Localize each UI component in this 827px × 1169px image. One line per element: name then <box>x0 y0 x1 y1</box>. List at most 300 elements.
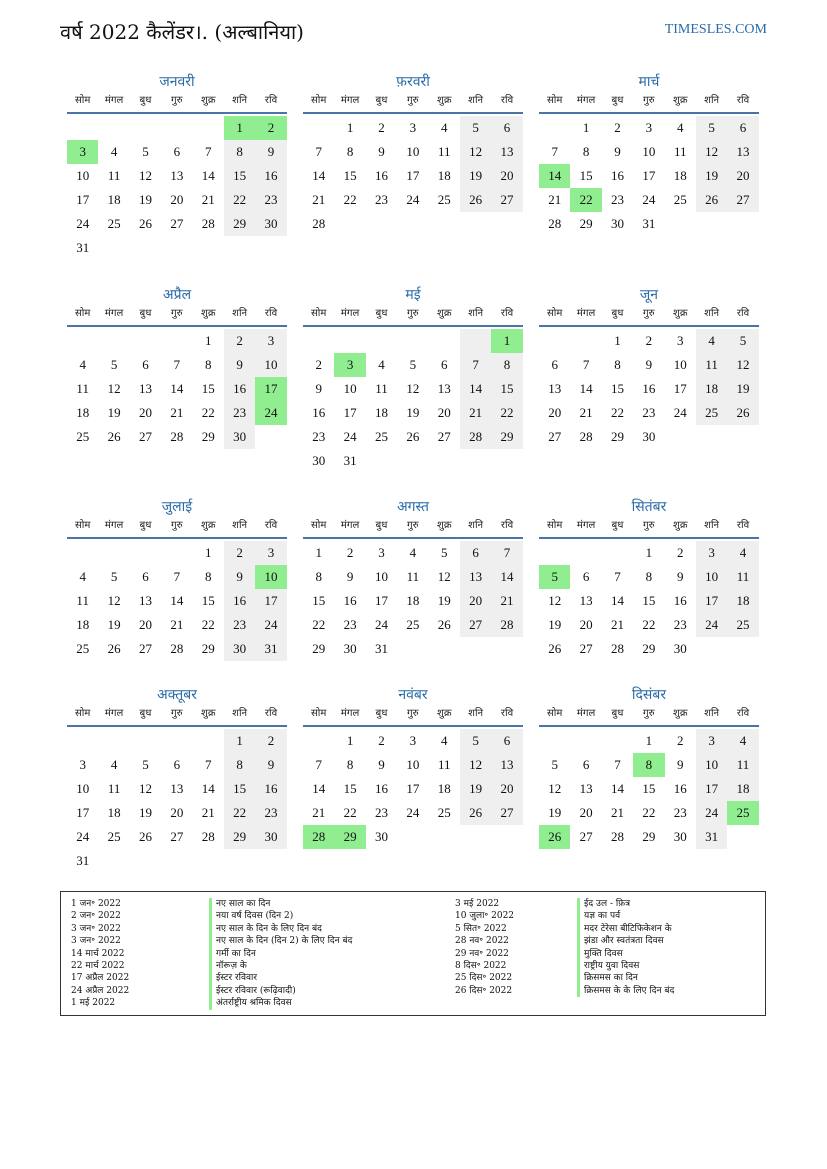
day-cell[interactable]: 18 <box>437 781 451 796</box>
day-cell[interactable]: 6 <box>173 144 181 159</box>
day-cell[interactable]: 3 <box>696 541 727 565</box>
day-cell[interactable]: 1 <box>346 733 354 748</box>
day-cell[interactable]: 25 <box>76 641 90 656</box>
day-cell[interactable]: 13 <box>491 753 522 777</box>
day-cell[interactable]: 5 <box>727 329 758 353</box>
day-cell[interactable]: 3 <box>79 757 86 772</box>
day-cell[interactable]: 8 <box>224 140 255 164</box>
day-cell[interactable]: 17 <box>255 589 286 613</box>
day-cell[interactable]: 20 <box>579 805 593 820</box>
day-cell[interactable]: 21 <box>610 617 624 632</box>
day-cell[interactable]: 30 <box>312 453 326 468</box>
day-cell[interactable]: 5 <box>696 116 727 140</box>
day-cell[interactable]: 7 <box>460 353 491 377</box>
day-cell[interactable]: 5 <box>539 565 570 589</box>
day-cell[interactable]: 3 <box>409 120 417 135</box>
day-cell[interactable]: 24 <box>673 405 687 420</box>
day-cell[interactable]: 3 <box>255 329 286 353</box>
day-cell[interactable]: 13 <box>138 381 152 396</box>
day-cell[interactable]: 10 <box>673 357 687 372</box>
day-cell[interactable]: 18 <box>437 168 451 183</box>
day-cell[interactable]: 3 <box>334 353 365 377</box>
day-cell[interactable]: 5 <box>409 357 417 372</box>
day-cell[interactable]: 17 <box>696 589 727 613</box>
day-cell[interactable]: 2 <box>224 329 255 353</box>
day-cell[interactable]: 25 <box>107 216 121 231</box>
day-cell[interactable]: 22 <box>642 617 656 632</box>
day-cell[interactable]: 13 <box>548 381 562 396</box>
day-cell[interactable]: 4 <box>441 733 448 748</box>
day-cell[interactable]: 19 <box>548 617 562 632</box>
day-cell[interactable]: 10 <box>406 144 420 159</box>
day-cell[interactable]: 31 <box>696 825 727 849</box>
day-cell[interactable]: 12 <box>460 140 491 164</box>
day-cell[interactable]: 2 <box>677 545 684 560</box>
day-cell[interactable]: 23 <box>343 617 357 632</box>
day-cell[interactable]: 24 <box>76 829 90 844</box>
day-cell[interactable]: 30 <box>224 425 255 449</box>
day-cell[interactable]: 11 <box>76 593 89 608</box>
day-cell[interactable]: 12 <box>107 381 121 396</box>
day-cell[interactable]: 26 <box>138 829 152 844</box>
day-cell[interactable]: 2 <box>346 545 354 560</box>
day-cell[interactable]: 7 <box>315 144 322 159</box>
day-cell[interactable]: 13 <box>437 381 451 396</box>
day-cell[interactable]: 12 <box>437 569 451 584</box>
day-cell[interactable]: 17 <box>343 405 357 420</box>
day-cell[interactable]: 16 <box>224 589 255 613</box>
day-cell[interactable]: 15 <box>201 381 215 396</box>
day-cell[interactable]: 8 <box>315 569 322 584</box>
day-cell[interactable]: 24 <box>696 801 727 825</box>
day-cell[interactable]: 17 <box>76 805 90 820</box>
day-cell[interactable]: 22 <box>343 192 357 207</box>
day-cell[interactable]: 24 <box>406 805 420 820</box>
day-cell[interactable]: 27 <box>579 641 593 656</box>
day-cell[interactable]: 10 <box>696 565 727 589</box>
day-cell[interactable]: 18 <box>727 777 758 801</box>
day-cell[interactable]: 27 <box>138 429 152 444</box>
day-cell[interactable]: 25 <box>727 613 758 637</box>
day-cell[interactable]: 7 <box>315 757 322 772</box>
day-cell[interactable]: 29 <box>334 825 365 849</box>
day-cell[interactable]: 30 <box>642 429 656 444</box>
day-cell[interactable]: 4 <box>677 120 684 135</box>
day-cell[interactable]: 9 <box>614 144 621 159</box>
day-cell[interactable]: 26 <box>138 216 152 231</box>
day-cell[interactable]: 25 <box>374 429 388 444</box>
day-cell[interactable]: 10 <box>374 569 388 584</box>
day-cell[interactable]: 26 <box>107 641 121 656</box>
day-cell[interactable]: 19 <box>107 617 121 632</box>
day-cell[interactable]: 31 <box>76 240 90 255</box>
day-cell[interactable]: 20 <box>138 405 152 420</box>
day-cell[interactable]: 18 <box>673 168 687 183</box>
day-cell[interactable]: 9 <box>378 757 385 772</box>
day-cell[interactable]: 24 <box>255 613 286 637</box>
day-cell[interactable]: 8 <box>205 569 212 584</box>
day-cell[interactable]: 30 <box>255 212 286 236</box>
day-cell[interactable]: 21 <box>610 805 624 820</box>
day-cell[interactable]: 7 <box>551 144 558 159</box>
day-cell[interactable]: 8 <box>633 753 664 777</box>
day-cell[interactable]: 3 <box>67 140 98 164</box>
day-cell[interactable]: 17 <box>406 168 420 183</box>
day-cell[interactable]: 16 <box>673 781 687 796</box>
day-cell[interactable]: 15 <box>224 777 255 801</box>
day-cell[interactable]: 15 <box>224 164 255 188</box>
day-cell[interactable]: 26 <box>727 401 758 425</box>
day-cell[interactable]: 10 <box>642 144 656 159</box>
day-cell[interactable]: 21 <box>170 405 184 420</box>
day-cell[interactable]: 18 <box>76 617 90 632</box>
day-cell[interactable]: 30 <box>343 641 357 656</box>
day-cell[interactable]: 20 <box>437 405 451 420</box>
day-cell[interactable]: 28 <box>548 216 562 231</box>
day-cell[interactable]: 14 <box>610 593 624 608</box>
day-cell[interactable]: 15 <box>610 381 624 396</box>
day-cell[interactable]: 12 <box>460 753 491 777</box>
day-cell[interactable]: 1 <box>224 116 255 140</box>
day-cell[interactable]: 13 <box>138 593 152 608</box>
day-cell[interactable]: 27 <box>491 188 522 212</box>
day-cell[interactable]: 29 <box>224 212 255 236</box>
day-cell[interactable]: 9 <box>315 381 322 396</box>
day-cell[interactable]: 24 <box>406 192 420 207</box>
day-cell[interactable]: 11 <box>437 144 451 159</box>
day-cell[interactable]: 5 <box>460 729 491 753</box>
day-cell[interactable]: 12 <box>138 168 152 183</box>
day-cell[interactable]: 9 <box>224 353 255 377</box>
day-cell[interactable]: 23 <box>610 192 624 207</box>
day-cell[interactable]: 26 <box>696 188 727 212</box>
day-cell[interactable]: 18 <box>406 593 420 608</box>
day-cell[interactable]: 31 <box>343 453 357 468</box>
day-cell[interactable]: 3 <box>677 333 684 348</box>
day-cell[interactable]: 16 <box>343 593 357 608</box>
day-cell[interactable]: 1 <box>346 120 354 135</box>
day-cell[interactable]: 25 <box>437 805 451 820</box>
day-cell[interactable]: 27 <box>437 429 451 444</box>
day-cell[interactable]: 28 <box>201 829 215 844</box>
day-cell[interactable]: 15 <box>642 781 656 796</box>
day-cell[interactable]: 11 <box>76 381 89 396</box>
day-cell[interactable]: 12 <box>696 140 727 164</box>
day-cell[interactable]: 27 <box>548 429 562 444</box>
day-cell[interactable]: 30 <box>673 641 687 656</box>
day-cell[interactable]: 17 <box>642 168 656 183</box>
day-cell[interactable]: 21 <box>491 589 522 613</box>
day-cell[interactable]: 29 <box>642 641 656 656</box>
day-cell[interactable]: 22 <box>312 617 326 632</box>
day-cell[interactable]: 4 <box>696 329 727 353</box>
day-cell[interactable]: 19 <box>437 593 451 608</box>
day-cell[interactable]: 9 <box>677 569 684 584</box>
day-cell[interactable]: 16 <box>312 405 326 420</box>
day-cell[interactable]: 10 <box>255 353 286 377</box>
day-cell[interactable]: 1 <box>614 333 621 348</box>
day-cell[interactable]: 14 <box>170 381 184 396</box>
day-cell[interactable]: 28 <box>201 216 215 231</box>
day-cell[interactable]: 21 <box>201 192 215 207</box>
day-cell[interactable]: 15 <box>491 377 522 401</box>
day-cell[interactable]: 11 <box>107 781 121 796</box>
day-cell[interactable]: 9 <box>255 753 286 777</box>
day-cell[interactable]: 12 <box>727 353 758 377</box>
day-cell[interactable]: 6 <box>173 757 181 772</box>
day-cell[interactable]: 2 <box>315 357 322 372</box>
day-cell[interactable]: 17 <box>255 377 286 401</box>
day-cell[interactable]: 24 <box>343 429 357 444</box>
day-cell[interactable]: 14 <box>201 781 215 796</box>
day-cell[interactable]: 20 <box>460 589 491 613</box>
day-cell[interactable]: 24 <box>374 617 388 632</box>
day-cell[interactable]: 19 <box>727 377 758 401</box>
day-cell[interactable]: 14 <box>539 164 570 188</box>
day-cell[interactable]: 3 <box>255 541 286 565</box>
day-cell[interactable]: 16 <box>255 164 286 188</box>
day-cell[interactable]: 26 <box>437 617 451 632</box>
day-cell[interactable]: 9 <box>378 144 385 159</box>
day-cell[interactable]: 22 <box>201 405 215 420</box>
day-cell[interactable]: 2 <box>224 541 255 565</box>
day-cell[interactable]: 27 <box>170 829 184 844</box>
day-cell[interactable]: 20 <box>579 617 593 632</box>
day-cell[interactable]: 22 <box>610 405 624 420</box>
day-cell[interactable]: 3 <box>645 120 653 135</box>
day-cell[interactable]: 7 <box>205 757 212 772</box>
day-cell[interactable]: 10 <box>343 381 357 396</box>
day-cell[interactable]: 10 <box>696 753 727 777</box>
day-cell[interactable]: 25 <box>673 192 687 207</box>
day-cell[interactable]: 28 <box>610 641 624 656</box>
day-cell[interactable]: 1 <box>315 545 322 560</box>
day-cell[interactable]: 21 <box>548 192 562 207</box>
day-cell[interactable]: 10 <box>76 781 90 796</box>
day-cell[interactable]: 28 <box>170 429 184 444</box>
day-cell[interactable]: 7 <box>205 144 212 159</box>
day-cell[interactable]: 4 <box>727 729 758 753</box>
day-cell[interactable]: 14 <box>201 168 215 183</box>
day-cell[interactable]: 4 <box>79 357 86 372</box>
day-cell[interactable]: 10 <box>255 565 286 589</box>
day-cell[interactable]: 8 <box>346 144 354 159</box>
day-cell[interactable]: 22 <box>491 401 522 425</box>
day-cell[interactable]: 5 <box>142 757 149 772</box>
day-cell[interactable]: 31 <box>374 641 388 656</box>
day-cell[interactable]: 18 <box>76 405 90 420</box>
day-cell[interactable]: 28 <box>491 613 522 637</box>
day-cell[interactable]: 28 <box>303 825 334 849</box>
day-cell[interactable]: 20 <box>727 164 758 188</box>
day-cell[interactable]: 26 <box>107 429 121 444</box>
day-cell[interactable]: 2 <box>614 120 621 135</box>
day-cell[interactable]: 19 <box>548 805 562 820</box>
day-cell[interactable]: 15 <box>312 593 326 608</box>
day-cell[interactable]: 20 <box>491 164 522 188</box>
day-cell[interactable]: 1 <box>491 329 522 353</box>
day-cell[interactable]: 15 <box>343 781 357 796</box>
day-cell[interactable]: 7 <box>173 569 181 584</box>
day-cell[interactable]: 23 <box>374 805 388 820</box>
day-cell[interactable]: 27 <box>460 613 491 637</box>
day-cell[interactable]: 22 <box>224 801 255 825</box>
day-cell[interactable]: 6 <box>460 541 491 565</box>
day-cell[interactable]: 14 <box>610 781 624 796</box>
day-cell[interactable]: 1 <box>205 545 212 560</box>
day-cell[interactable]: 7 <box>614 757 621 772</box>
day-cell[interactable]: 5 <box>110 569 118 584</box>
day-cell[interactable]: 15 <box>579 168 593 183</box>
day-cell[interactable]: 29 <box>224 825 255 849</box>
day-cell[interactable]: 2 <box>255 729 286 753</box>
day-cell[interactable]: 21 <box>312 192 326 207</box>
day-cell[interactable]: 26 <box>406 429 420 444</box>
day-cell[interactable]: 24 <box>255 401 286 425</box>
day-cell[interactable]: 1 <box>582 120 590 135</box>
day-cell[interactable]: 4 <box>409 545 417 560</box>
day-cell[interactable]: 19 <box>138 192 152 207</box>
day-cell[interactable]: 27 <box>491 801 522 825</box>
day-cell[interactable]: 29 <box>201 641 215 656</box>
day-cell[interactable]: 19 <box>406 405 420 420</box>
day-cell[interactable]: 2 <box>378 733 385 748</box>
day-cell[interactable]: 18 <box>374 405 388 420</box>
day-cell[interactable]: 1 <box>645 545 653 560</box>
day-cell[interactable]: 23 <box>224 401 255 425</box>
day-cell[interactable]: 21 <box>201 805 215 820</box>
day-cell[interactable]: 19 <box>107 405 121 420</box>
day-cell[interactable]: 3 <box>409 733 417 748</box>
day-cell[interactable]: 18 <box>107 805 121 820</box>
day-cell[interactable]: 24 <box>642 192 656 207</box>
day-cell[interactable]: 21 <box>579 405 593 420</box>
day-cell[interactable]: 6 <box>491 729 522 753</box>
day-cell[interactable]: 16 <box>224 377 255 401</box>
day-cell[interactable]: 30 <box>224 637 255 661</box>
day-cell[interactable]: 20 <box>170 192 184 207</box>
day-cell[interactable]: 29 <box>491 425 522 449</box>
day-cell[interactable]: 13 <box>579 593 593 608</box>
day-cell[interactable]: 5 <box>142 144 149 159</box>
day-cell[interactable]: 30 <box>255 825 286 849</box>
day-cell[interactable]: 9 <box>346 569 354 584</box>
day-cell[interactable]: 30 <box>610 216 624 231</box>
day-cell[interactable]: 28 <box>610 829 624 844</box>
day-cell[interactable]: 16 <box>673 593 687 608</box>
day-cell[interactable]: 20 <box>138 617 152 632</box>
day-cell[interactable]: 1 <box>205 333 212 348</box>
day-cell[interactable]: 30 <box>673 829 687 844</box>
day-cell[interactable]: 23 <box>642 405 656 420</box>
day-cell[interactable]: 22 <box>224 188 255 212</box>
day-cell[interactable]: 13 <box>170 781 184 796</box>
day-cell[interactable]: 7 <box>614 569 621 584</box>
day-cell[interactable]: 9 <box>677 757 684 772</box>
day-cell[interactable]: 16 <box>374 168 388 183</box>
day-cell[interactable]: 10 <box>76 168 90 183</box>
day-cell[interactable]: 17 <box>673 381 687 396</box>
day-cell[interactable]: 19 <box>696 164 727 188</box>
day-cell[interactable]: 13 <box>579 781 593 796</box>
day-cell[interactable]: 21 <box>460 401 491 425</box>
day-cell[interactable]: 23 <box>312 429 326 444</box>
day-cell[interactable]: 14 <box>579 381 593 396</box>
day-cell[interactable]: 19 <box>138 805 152 820</box>
day-cell[interactable]: 1 <box>224 729 255 753</box>
day-cell[interactable]: 25 <box>406 617 420 632</box>
day-cell[interactable]: 25 <box>107 829 121 844</box>
day-cell[interactable]: 29 <box>201 429 215 444</box>
site-link[interactable]: TIMESLES.COM <box>664 22 767 37</box>
day-cell[interactable]: 31 <box>76 853 90 868</box>
day-cell[interactable]: 11 <box>727 565 758 589</box>
day-cell[interactable]: 8 <box>491 353 522 377</box>
day-cell[interactable]: 28 <box>579 429 593 444</box>
day-cell[interactable]: 11 <box>437 757 451 772</box>
day-cell[interactable]: 26 <box>548 641 562 656</box>
day-cell[interactable]: 26 <box>460 188 491 212</box>
day-cell[interactable]: 13 <box>491 140 522 164</box>
day-cell[interactable]: 14 <box>170 593 184 608</box>
day-cell[interactable]: 18 <box>696 377 727 401</box>
day-cell[interactable]: 17 <box>374 593 388 608</box>
day-cell[interactable]: 27 <box>579 829 593 844</box>
day-cell[interactable]: 8 <box>205 357 212 372</box>
day-cell[interactable]: 11 <box>107 168 121 183</box>
day-cell[interactable]: 2 <box>677 733 684 748</box>
day-cell[interactable]: 6 <box>727 116 758 140</box>
day-cell[interactable]: 6 <box>582 757 590 772</box>
day-cell[interactable]: 15 <box>642 593 656 608</box>
day-cell[interactable]: 14 <box>460 377 491 401</box>
day-cell[interactable]: 12 <box>406 381 420 396</box>
day-cell[interactable]: 29 <box>579 216 593 231</box>
day-cell[interactable]: 16 <box>255 777 286 801</box>
day-cell[interactable]: 18 <box>107 192 121 207</box>
day-cell[interactable]: 28 <box>460 425 491 449</box>
day-cell[interactable]: 4 <box>378 357 385 372</box>
day-cell[interactable]: 29 <box>610 429 624 444</box>
day-cell[interactable]: 23 <box>255 188 286 212</box>
day-cell[interactable]: 21 <box>170 617 184 632</box>
day-cell[interactable]: 19 <box>460 777 491 801</box>
day-cell[interactable]: 23 <box>673 805 687 820</box>
day-cell[interactable]: 14 <box>312 781 326 796</box>
day-cell[interactable]: 6 <box>551 357 558 372</box>
day-cell[interactable]: 6 <box>441 357 448 372</box>
day-cell[interactable]: 4 <box>110 757 118 772</box>
day-cell[interactable]: 22 <box>343 805 357 820</box>
day-cell[interactable]: 4 <box>727 541 758 565</box>
day-cell[interactable]: 8 <box>614 357 621 372</box>
day-cell[interactable]: 18 <box>727 589 758 613</box>
day-cell[interactable]: 11 <box>375 381 388 396</box>
day-cell[interactable]: 23 <box>374 192 388 207</box>
day-cell[interactable]: 25 <box>76 429 90 444</box>
day-cell[interactable]: 12 <box>548 593 562 608</box>
day-cell[interactable]: 15 <box>343 168 357 183</box>
day-cell[interactable]: 8 <box>582 144 590 159</box>
day-cell[interactable]: 25 <box>727 801 758 825</box>
day-cell[interactable]: 2 <box>255 116 286 140</box>
day-cell[interactable]: 6 <box>582 569 590 584</box>
day-cell[interactable]: 26 <box>460 801 491 825</box>
day-cell[interactable]: 4 <box>441 120 448 135</box>
day-cell[interactable]: 13 <box>170 168 184 183</box>
day-cell[interactable]: 5 <box>110 357 118 372</box>
day-cell[interactable]: 23 <box>224 613 255 637</box>
